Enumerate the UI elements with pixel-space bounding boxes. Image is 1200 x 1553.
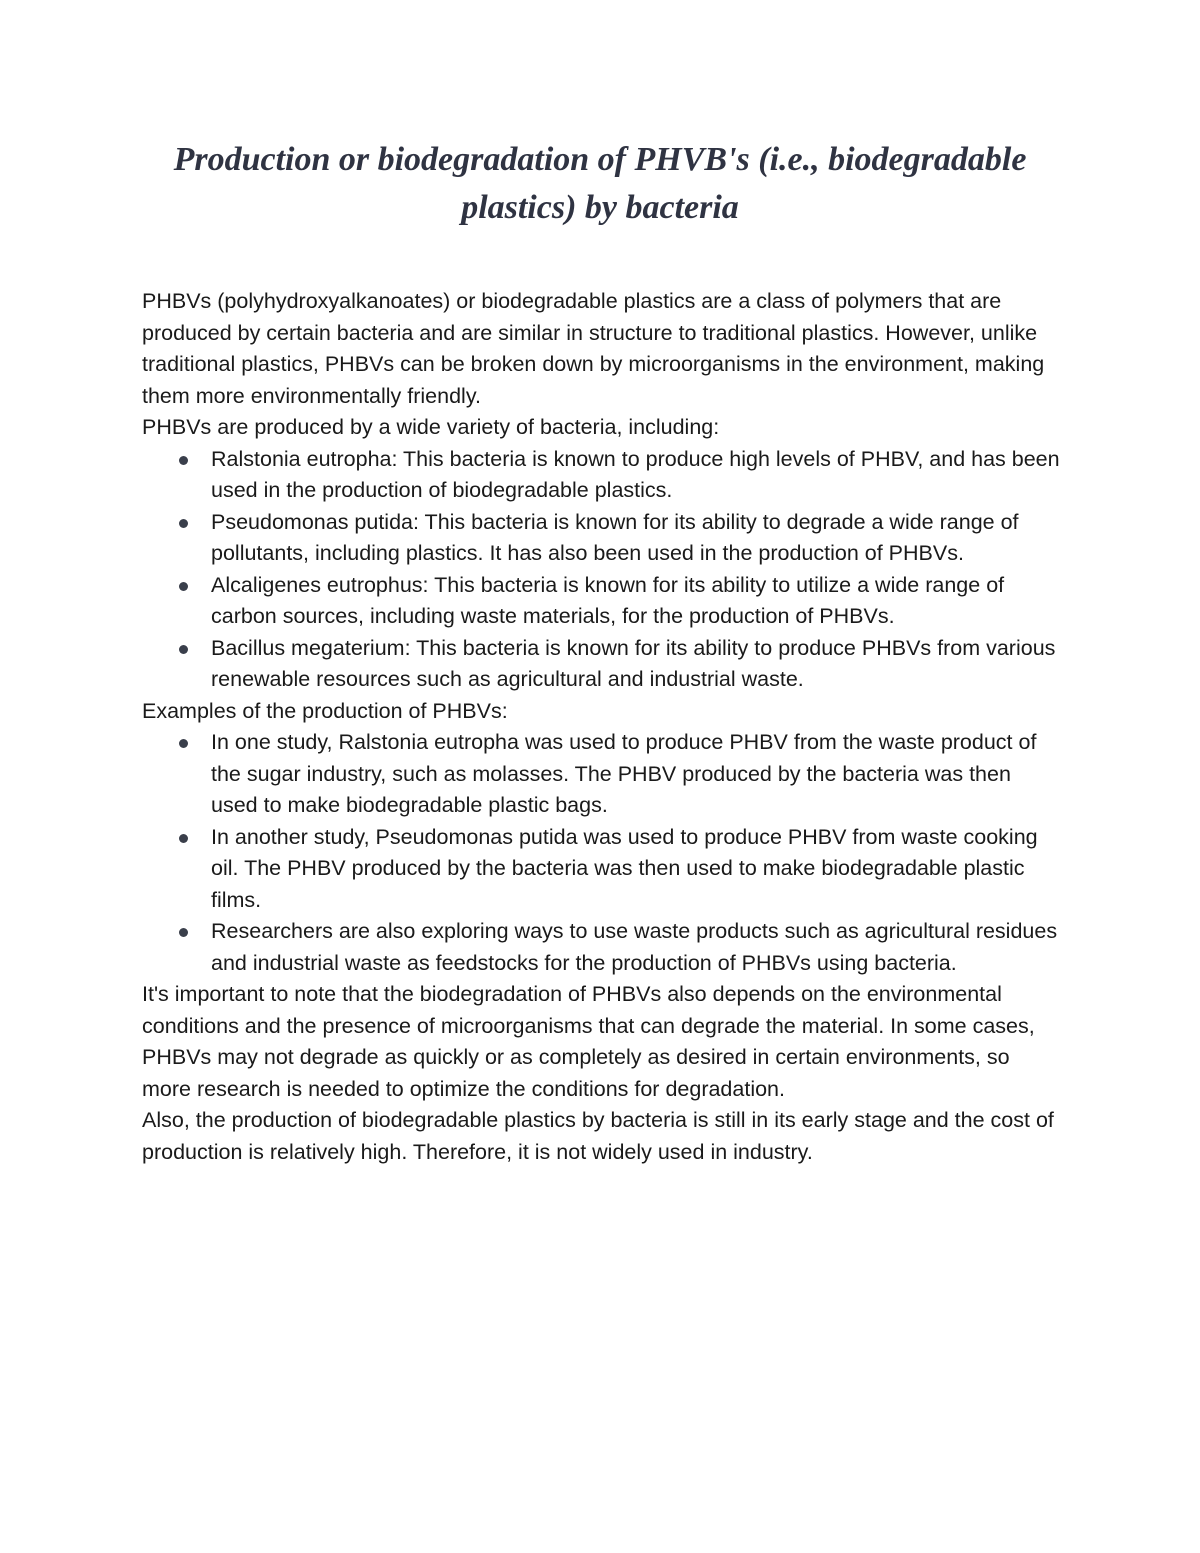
list-item-text: Ralstonia eutropha: This bacteria is known to produce high levels of PHBV, and has been used in the production of biodegradable plastics.: [211, 446, 1060, 502]
list-item: [142, 633, 1062, 696]
list-item: [142, 822, 1062, 917]
list-item: [142, 444, 1062, 507]
closing-paragraph: Also, the production of biodegradable plastics by bacteria is still in its early stage and the cost of production is relatively high. Therefore, it is not widely used in industry.: [142, 1108, 1054, 1164]
list-item-text: Pseudomonas putida: This bacteria is known for its ability to degrade a wide range of pollutants, including plastics. It has also been used in the production of PHBVs.: [211, 509, 1019, 565]
list-item: [142, 916, 1062, 979]
bullet-icon: [179, 739, 188, 748]
bacteria-list: [142, 444, 1062, 696]
bullet-icon: [179, 834, 188, 843]
list-item: [142, 570, 1062, 633]
list-item: [142, 507, 1062, 570]
list-item-text: Researchers are also exploring ways to use waste products such as agricultural residues and industrial waste as feedstocks for the production of PHBVs using bacteria.: [211, 919, 1058, 975]
examples-list-intro: Examples of the production of PHBVs:: [142, 698, 508, 723]
bullet-icon: [179, 645, 188, 654]
list-item-text: Alcaligenes eutrophus: This bacteria is known for its ability to utilize a wide range of carbon sources, including waste materials, for the production of PHBVs.: [211, 572, 1005, 628]
intro-paragraph: PHBVs (polyhydroxyalkanoates) or biodegradable plastics are a class of polymers that are produced by certain bacteria and are similar in structure to traditional plastics. However, unlike traditional plastics, PHBVs can be broken down by microorganisms in the environment, making them more environmentally friendly.: [142, 289, 1045, 408]
bullet-icon: [179, 928, 188, 937]
examples-list: [142, 727, 1062, 979]
list-item: [142, 727, 1062, 822]
list-item-text: In another study, Pseudomonas putida was used to produce PHBV from waste cooking oil. The PHBV produced by the bacteria was then used to make biodegradable plastic films.: [211, 824, 1038, 912]
bullet-icon: [179, 582, 188, 591]
document-title: Production or biodegradation of PHVB's (i.e., biodegradable plastics) by bacteria: [173, 141, 1027, 226]
bullet-icon: [179, 519, 188, 528]
list-item-text: In one study, Ralstonia eutropha was used to produce PHBV from the waste product of the sugar industry, such as molasses. The PHBV produced by the bacteria was then used to make biodegradable plastic bags.: [211, 730, 1037, 817]
document-body: [142, 286, 1062, 1168]
bullet-icon: [179, 456, 188, 465]
bacteria-list-intro: PHBVs are produced by a wide variety of bacteria, including:: [142, 415, 720, 439]
note-paragraph: It's important to note that the biodegradation of PHBVs also depends on the environmental conditions and the presence of microorganisms that can degrade the material. In some cases, PHBVs may not degrade as quickly or as completely as desired in certain environments, so more research is needed to optimize the conditions for degradation.: [142, 982, 1035, 1101]
list-item-text: Bacillus megaterium: This bacteria is known for its ability to produce PHBVs from various renewable resources such as agricultural and industrial waste.: [211, 635, 1056, 691]
